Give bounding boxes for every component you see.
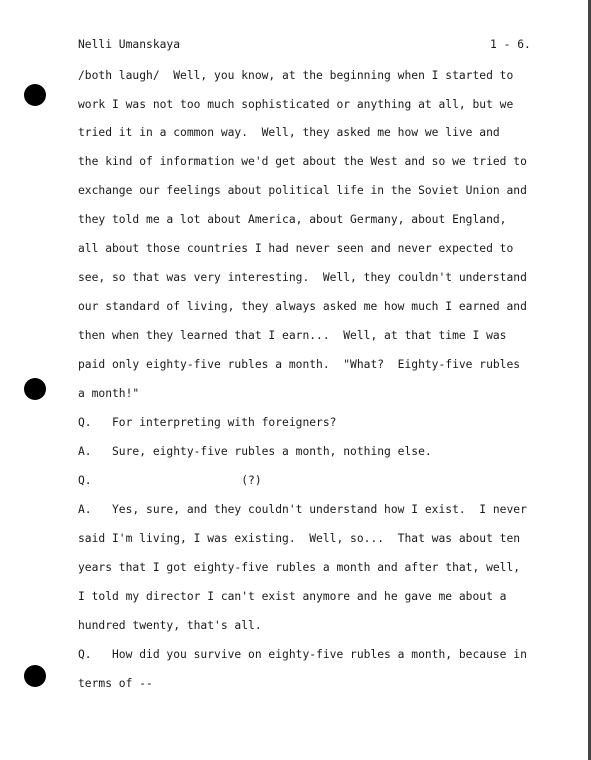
- question-line: Q. For interpreting with foreigners?: [78, 416, 337, 429]
- transcript-line: paid only eighty-five rubles a month. "What? Eighty-five rubles: [78, 358, 521, 371]
- transcript-line: work I was not too much sophisticated or anything at all, but we: [78, 98, 514, 111]
- transcript-line: exchange our feelings about political life in the Soviet Union and: [78, 184, 527, 197]
- question-line: Q. How did you survive on eighty-five rubles a month, because in: [78, 648, 527, 661]
- answer-line: A. Sure, eighty-five rubles a month, nothing else.: [78, 445, 432, 458]
- transcript-line: see, so that was very interesting. Well, they couldn't understand: [78, 271, 527, 284]
- punch-hole: [24, 84, 46, 106]
- transcript-line: years that I got eighty-five rubles a month and after that, well,: [78, 561, 521, 574]
- transcript-line: tried it in a common way. Well, they asked me how we live and: [78, 126, 500, 139]
- punch-hole: [24, 378, 46, 400]
- transcript-line: /both laugh/ Well, you know, at the beginning when I started to: [78, 69, 514, 82]
- page-number: 1 - 6.: [490, 38, 531, 51]
- transcript-line: they told me a lot about America, about Germany, about England,: [78, 213, 507, 226]
- interviewee-name: Nelli Umanskaya: [78, 38, 181, 51]
- transcript-line: our standard of living, they always asked me how much I earned and: [78, 300, 527, 313]
- question-line: Q. (?): [78, 474, 262, 487]
- transcript-line: then when they learned that I earn... Well, at that time I was: [78, 329, 507, 342]
- transcript-line: a month!": [78, 387, 140, 400]
- punch-hole: [24, 665, 46, 687]
- transcript-line: terms of --: [78, 677, 153, 690]
- transcript-line: all about those countries I had never seen and never expected to: [78, 242, 514, 255]
- transcript-line: hundred twenty, that's all.: [78, 619, 262, 632]
- transcript-line: I told my director I can't exist anymore and he gave me about a: [78, 590, 507, 603]
- transcript-line: said I'm living, I was existing. Well, so... That was about ten: [78, 532, 521, 545]
- answer-line: A. Yes, sure, and they couldn't understand how I exist. I never: [78, 503, 527, 516]
- transcript-line: the kind of information we'd get about the West and so we tried to: [78, 155, 527, 168]
